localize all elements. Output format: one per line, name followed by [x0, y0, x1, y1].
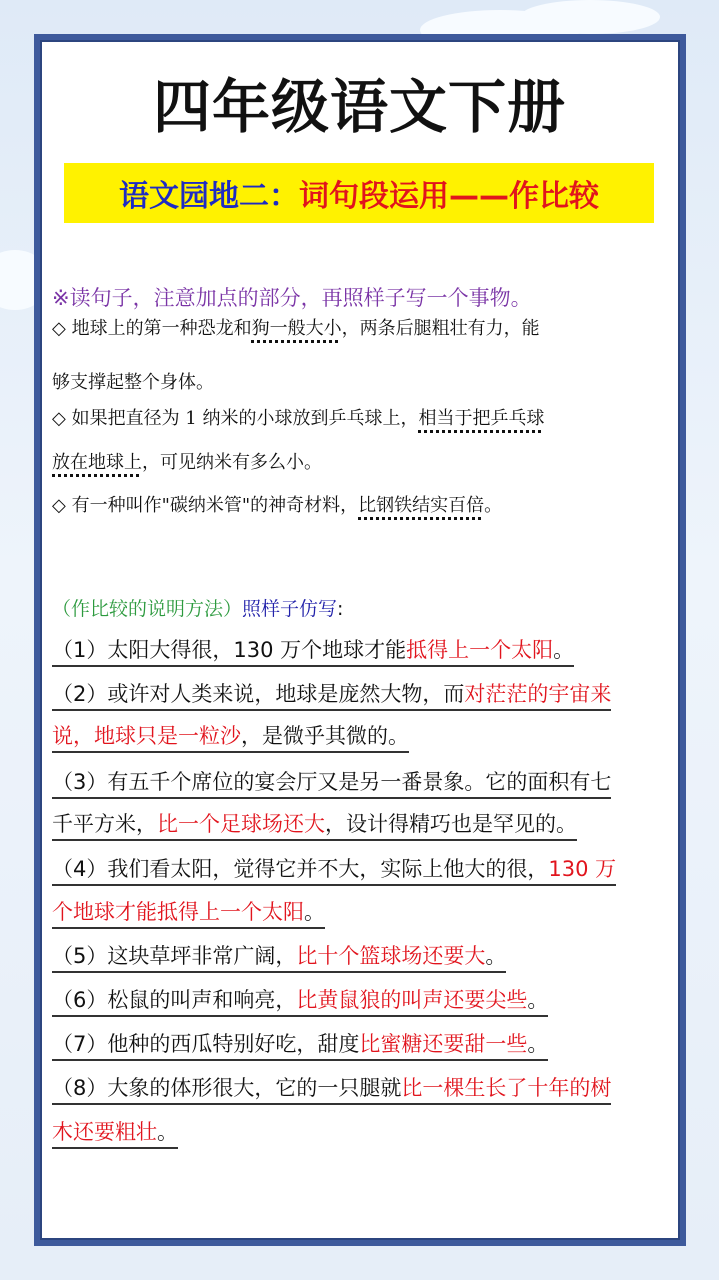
item-5: （5）这块草坪非常广阔，比十个篮球场还要大。 — [52, 940, 673, 970]
example-2-line-2: 放在地球上，可见纳米有多么小。 — [52, 452, 322, 473]
dotted-phrase: 相当于把乒乓球 — [418, 408, 545, 429]
item-2-line-1: （2）或许对人类来说，地球是庞然大物，而对茫茫的宇宙来 — [52, 678, 673, 708]
item-7: （7）他种的西瓜特别好吃，甜度比蜜糖还要甜一些。 — [52, 1028, 673, 1058]
example-3-line-1: ◇ 有一种叫作"碳纳米管"的神奇材料，比钢铁结实百倍。 — [52, 495, 503, 516]
example-1-line-1: ◇ 地球上的第一种恐龙和狗一般大小，两条后腿粗壮有力，能 — [52, 318, 540, 339]
subtitle-part1: 语文园地二： — [119, 179, 299, 214]
item-1: （1）太阳大得很，130 万个地球才能抵得上一个太阳。 — [52, 634, 673, 664]
diamond-marker: ◇ — [52, 318, 66, 339]
example-2-line-1: ◇ 如果把直径为 1 纳米的小球放到乒乓球上，相当于把乒乓球 — [52, 408, 545, 429]
item-2-line-2: 说，地球只是一粒沙，是微乎其微的。 — [52, 720, 673, 750]
instruction: ※读句子，注意加点的部分，再照样子写一个事物。 — [52, 286, 532, 310]
page-title: 四年级语文下册 — [152, 73, 566, 141]
diamond-marker: ◇ — [52, 408, 66, 429]
dotted-phrase: 狗一般大小 — [251, 318, 342, 339]
dotted-phrase: 放在地球上 — [52, 452, 142, 473]
subtitle-part2: 词句段运用——作比较 — [299, 179, 599, 214]
dotted-phrase: 比钢铁结实百倍 — [358, 495, 485, 516]
item-3-line-2: 千平方米，比一个足球场还大，设计得精巧也是罕见的。 — [52, 808, 673, 838]
item-8-line-2: 木还要粗壮。 — [52, 1116, 673, 1146]
item-4-line-2: 个地球才能抵得上一个太阳。 — [52, 896, 673, 926]
item-6: （6）松鼠的叫声和响亮，比黄鼠狼的叫声还要尖些。 — [52, 984, 673, 1014]
diamond-marker: ◇ — [52, 495, 66, 516]
item-4-line-1: （4）我们看太阳，觉得它并不大，实际上他大的很，130 万 — [52, 853, 673, 883]
item-3-line-1: （3）有五千个席位的宴会厅又是另一番景象。它的面积有七 — [52, 766, 673, 796]
section-heading: （作比较的说明方法）照样子仿写: — [52, 598, 344, 620]
background-cloud — [520, 0, 660, 34]
subtitle-banner — [64, 163, 654, 223]
item-8-line-1: （8）大象的体形很大，它的一只腿就比一棵生长了十年的树 — [52, 1072, 673, 1102]
example-1-line-2: 够支撑起整个身体。 — [52, 372, 214, 393]
